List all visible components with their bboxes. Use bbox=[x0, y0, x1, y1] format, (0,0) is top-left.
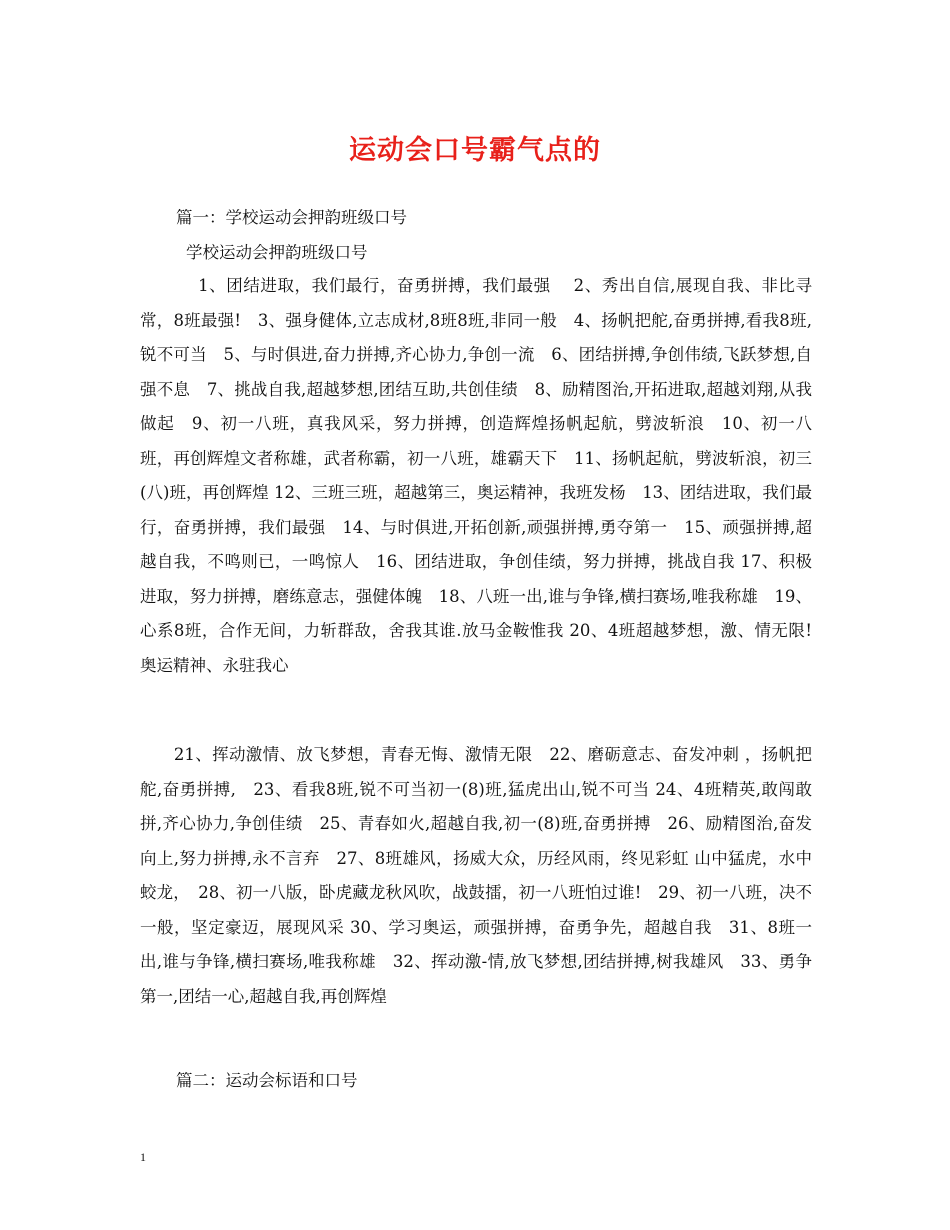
page-number: 1 bbox=[140, 1150, 146, 1164]
section-1-subheading: 学校运动会押韵班级口号 bbox=[186, 243, 368, 262]
document-title: 运动会口号霸气点的 bbox=[349, 135, 601, 166]
section-1-heading: 篇一：学校运动会押韵班级口号 bbox=[176, 208, 407, 227]
slogan-paragraph-2: 21、挥动激情、放飞梦想，青春无悔、激情无限 22、磨砺意志、奋发冲刺 ，扬帆把舵,奋勇拼搏, 23、看我8班,锐不可当初一(8)班,猛虎出山,锐不可当 24、4班精英,敢闯敢拼,齐心协力,争创佳绩 25、青春如火,超越自我,初一(8)班,奋勇拼搏 26、励精图治,奋发向上,努力拼搏,永不言弃 27、8班雄风，扬威大众，历经风雨，终见彩虹 山中猛虎，水中蛟龙， 28、初一八版，卧虎藏龙秋风吹，战鼓擂，初一八班怕过谁! 29、初一八班，决不一般，坚定豪迈，展现风采 30、学习奥运，顽强拼搏，奋勇争先，超越自我 31、8班一出,谁与争锋,横扫赛场,唯我称雄 32、挥动激-情,放飞梦想,团结拼搏,树我雄风 33、勇争第一,团结一心,超越自我,再创辉煌 bbox=[140, 745, 812, 1006]
slogan-paragraph-1: 1、团结进取，我们最行，奋勇拼搏，我们最强 2、秀出自信,展现自我、非比寻常，8班最强! 3、强身健体,立志成材,8班8班,非同一般 4、扬帆把舵,奋勇拼搏,看我8班,锐不可当 5、与时俱进,奋力拼搏,齐心协力,争创一流 6、团结拼搏,争创伟绩,飞跃梦想,自强不息 7、挑战自我,超越梦想,团结互助,共创佳绩 8、励精图治,开拓进取,超越刘翔,从我做起 9、初一八班，真我风采，努力拼搏，创造辉煌扬帆起航，劈波斩浪 10、初一八班，再创辉煌文者称雄，武者称霸，初一八班，雄霸天下 11、扬帆起航，劈波斩浪，初三(八)班，再创辉煌 12、三班三班，超越第三，奥运精神，我班发杨 13、团结进取，我们最行，奋勇拼搏，我们最强 14、与时俱进,开拓创新,顽强拼搏,勇夺第一 15、顽强拼搏,超越自我，不鸣则已，一鸣惊人 16、团结进取，争创佳绩，努力拼搏，挑战自我 17、积极进取，努力拼搏，磨练意志，强健体魄 18、八班一出,谁与争锋,横扫赛场,唯我称雄 19、心系8班，合作无间，力斩群敌，舍我其谁.放马金鞍惟我 20、4班超越梦想，激、情无限! 奥运精神、永驻我心 bbox=[140, 276, 812, 675]
section-2-heading: 篇二：运动会标语和口号 bbox=[176, 1071, 358, 1090]
